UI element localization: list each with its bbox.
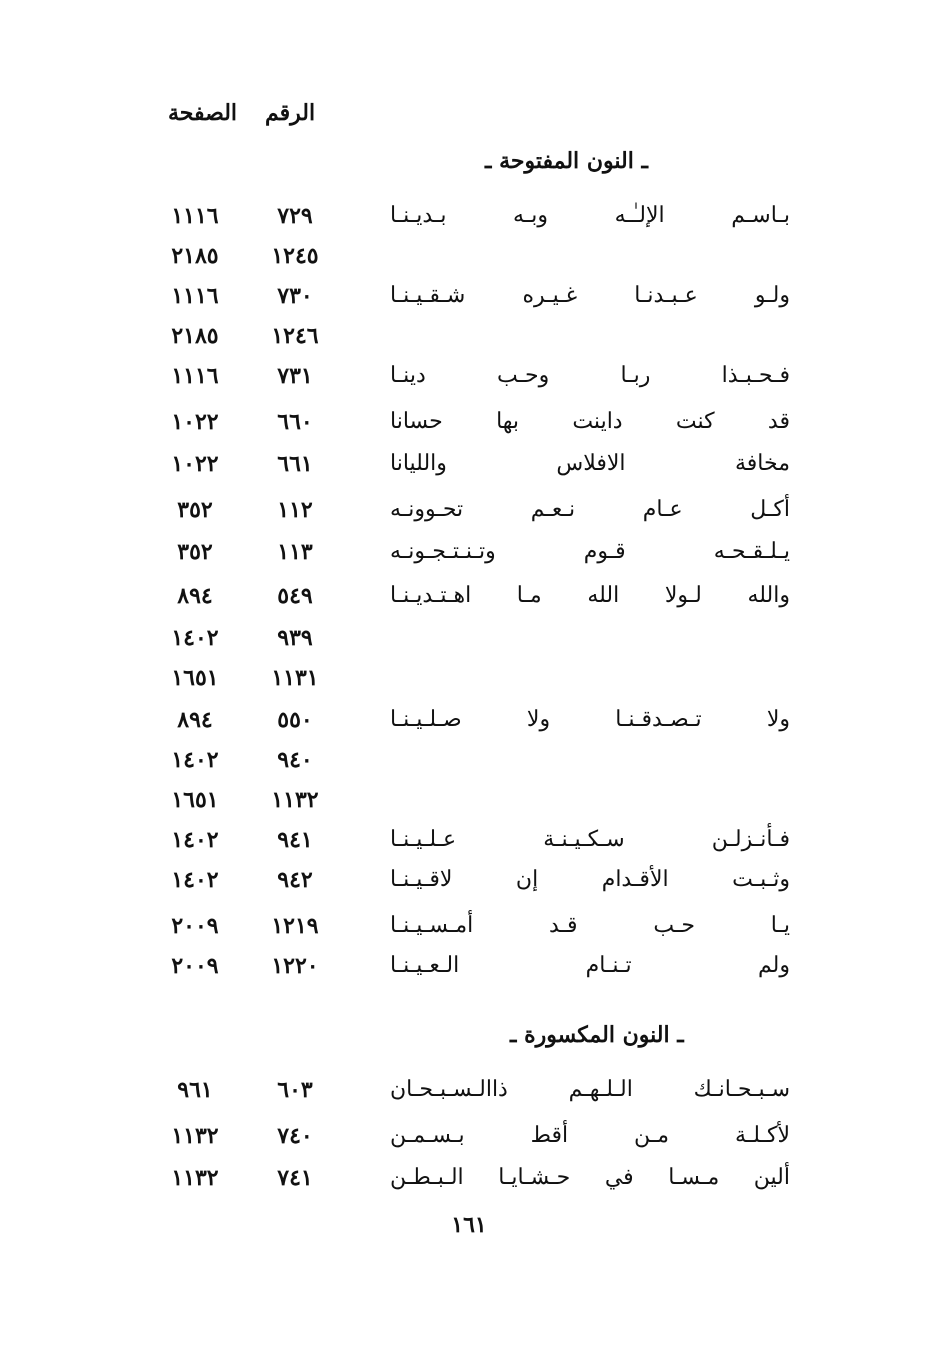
- index-row: [0, 444, 938, 484]
- verse-text: [390, 906, 790, 946]
- index-row: [0, 1116, 938, 1156]
- verse-word: الله: [587, 583, 620, 608]
- page-reference: ٢١٨٥: [171, 323, 219, 349]
- verse-word: مـا: [516, 583, 542, 608]
- verse-number: ١١٣: [277, 539, 313, 565]
- index-row: [0, 532, 938, 572]
- verse-number: ٦٠٣: [277, 1077, 313, 1103]
- verse-number: ١٢٤٦: [271, 323, 319, 349]
- verse-word: يـا: [770, 913, 790, 938]
- page-reference: ١٠٢٢: [171, 451, 219, 477]
- verse-word: حـشـايـا: [498, 1165, 571, 1190]
- page-reference: ٢١٨٥: [171, 243, 219, 269]
- verse-text: [390, 576, 790, 616]
- page-reference: ٨٩٤: [177, 707, 213, 733]
- verse-number: ١٢٤٥: [271, 243, 319, 269]
- index-row: [0, 820, 938, 860]
- page-reference: ٢٠٠٩: [171, 953, 219, 979]
- verse-text: [390, 402, 790, 442]
- index-row: [0, 740, 938, 780]
- verse-text: [390, 490, 790, 530]
- page-number: ١٦١: [451, 1212, 487, 1238]
- verse-word: لاقـيـنـا: [390, 867, 453, 892]
- verse-number: ٩٤١: [277, 827, 313, 853]
- verse-text: [390, 356, 790, 396]
- verse-text: [390, 1158, 790, 1198]
- verse-text: [390, 276, 790, 316]
- verse-word: وبـه: [513, 203, 549, 228]
- index-row: [0, 276, 938, 316]
- verse-word: ولا: [766, 707, 790, 732]
- verse-word: أكـل: [750, 497, 790, 522]
- page-reference: ١١١٦: [171, 363, 219, 389]
- verse-word: لـولا: [664, 583, 702, 608]
- verse-text: [390, 532, 790, 572]
- verse-word: في: [604, 1165, 634, 1190]
- verse-word: ألين: [753, 1165, 790, 1190]
- index-row: [0, 780, 938, 820]
- verse-word: مخافة: [735, 451, 790, 476]
- verse-word: عـام: [642, 497, 683, 522]
- verse-word: شـقـيـنـا: [390, 283, 466, 308]
- verse-number: ٧٤١: [277, 1165, 313, 1191]
- verse-text: [390, 1070, 790, 1110]
- verse-word: أمـسـيـنـا: [390, 913, 474, 938]
- verse-word: فـأنـزلـن: [711, 827, 790, 852]
- verse-text: [390, 860, 790, 900]
- verse-number: ٦٦٠: [277, 409, 313, 435]
- verse-word: الافلاس: [556, 451, 626, 476]
- verse-text: [390, 820, 790, 860]
- verse-word: عـلـيـنـا: [390, 827, 457, 852]
- verse-word: ولـو: [754, 283, 790, 308]
- index-row: [0, 946, 938, 986]
- verse-word: ولا: [526, 707, 551, 732]
- page-reference: ١١١٦: [171, 283, 219, 309]
- page-reference: ٢٠٠٩: [171, 913, 219, 939]
- verse-text: [390, 700, 790, 740]
- page-reference: ١١٣٢: [171, 1165, 219, 1191]
- verse-word: صـلـيـنـا: [390, 707, 462, 732]
- index-row: [0, 906, 938, 946]
- verse-word: سـكـيـنـة: [543, 827, 625, 852]
- section-title: ـ النون المكسورة ـ: [510, 1022, 684, 1048]
- verse-number: ٩٤٢: [277, 867, 313, 893]
- verse-word: تـنـام: [585, 953, 632, 978]
- page-reference: ١٤٠٢: [171, 747, 219, 773]
- verse-number: ٧٣٠: [277, 283, 313, 309]
- verse-number: ٦٦١: [277, 451, 313, 477]
- verse-word: ربـا: [620, 363, 651, 388]
- verse-word: الـلـهـم: [568, 1077, 633, 1102]
- verse-word: بـاسـم: [731, 203, 790, 228]
- index-row: [0, 1158, 938, 1198]
- verse-word: يـلـقـحـه: [713, 539, 790, 564]
- verse-text: [390, 1116, 790, 1156]
- index-row: [0, 700, 938, 740]
- verse-word: إن: [515, 867, 539, 892]
- verse-number: ٩٣٩: [277, 625, 313, 651]
- column-header-page: الصفحة: [168, 100, 238, 126]
- index-row: [0, 236, 938, 276]
- verse-word: الإلـٰـه: [614, 203, 665, 228]
- verse-number: ١١٣١: [271, 665, 319, 691]
- page-reference: ١٦٥١: [171, 665, 219, 691]
- page-reference: ٨٩٤: [177, 583, 213, 609]
- page-reference: ١٦٥١: [171, 787, 219, 813]
- verse-word: غـيـره: [522, 283, 578, 308]
- index-row: [0, 356, 938, 396]
- verse-word: نـعـم: [530, 497, 576, 522]
- verse-word: سـبـحـانـك: [693, 1077, 790, 1102]
- verse-word: بـديـنـا: [390, 203, 447, 228]
- verse-word: حسانا: [390, 409, 443, 434]
- page-reference: ١٤٠٢: [171, 625, 219, 651]
- verse-number: ١٢٢٠: [271, 953, 319, 979]
- verse-word: قد: [767, 409, 790, 434]
- page-reference: ٣٥٢: [177, 539, 213, 565]
- index-row: [0, 576, 938, 616]
- verse-word: فـحـبـذا: [721, 363, 790, 388]
- page-reference: ١١١٦: [171, 203, 219, 229]
- page-reference: ١٠٢٢: [171, 409, 219, 435]
- index-row: [0, 1070, 938, 1110]
- verse-word: عـبـدنـا: [634, 283, 698, 308]
- verse-word: دينـا: [390, 363, 426, 388]
- verse-word: والليانا: [390, 451, 447, 476]
- verse-text: [390, 444, 790, 484]
- verse-word: بـسـمـن: [390, 1123, 465, 1148]
- index-row: [0, 402, 938, 442]
- section-title: ـ النون المفتوحة ـ: [485, 148, 648, 174]
- verse-text: [390, 196, 790, 236]
- verse-word: وحـب: [496, 363, 550, 388]
- verse-word: لأكـلـة: [735, 1123, 790, 1148]
- verse-word: والله: [747, 583, 790, 608]
- verse-number: ٩٤٠: [277, 747, 313, 773]
- verse-word: كنت: [675, 409, 715, 434]
- verse-number: ١٢١٩: [271, 913, 319, 939]
- verse-word: مـن: [634, 1123, 670, 1148]
- verse-number: ١١٢: [277, 497, 313, 523]
- index-row: [0, 860, 938, 900]
- page-reference: ١٤٠٢: [171, 827, 219, 853]
- verse-word: حـب: [653, 913, 695, 938]
- verse-word: بها: [496, 409, 520, 434]
- verse-word: اهـتـديـنـا: [390, 583, 472, 608]
- verse-word: الأقـدام: [601, 867, 669, 892]
- verse-word: وتـنـتـجـونـه: [390, 539, 496, 564]
- verse-number: ٧٢٩: [277, 203, 313, 229]
- verse-word: قـوم: [583, 539, 626, 564]
- verse-word: وثـبـت: [732, 867, 790, 892]
- index-row: [0, 316, 938, 356]
- verse-word: الـبـطـن: [390, 1165, 464, 1190]
- page-reference: ١١٣٢: [171, 1123, 219, 1149]
- index-row: [0, 658, 938, 698]
- verse-number: ٥٤٩: [277, 583, 313, 609]
- verse-word: قـد: [549, 913, 578, 938]
- verse-number: ١١٣٢: [271, 787, 319, 813]
- index-row: [0, 490, 938, 530]
- page-reference: ٣٥٢: [177, 497, 213, 523]
- verse-word: تحـوونـه: [390, 497, 464, 522]
- verse-number: ٧٤٠: [277, 1123, 313, 1149]
- verse-number: ٧٣١: [277, 363, 313, 389]
- verse-word: مـسـا: [668, 1165, 720, 1190]
- index-row: [0, 196, 938, 236]
- verse-word: تـصـدقـنـا: [615, 707, 702, 732]
- verse-word: أقط: [530, 1123, 569, 1148]
- verse-word: ذاالـسـبـحـان: [390, 1077, 508, 1102]
- page-reference: ١٤٠٢: [171, 867, 219, 893]
- verse-word: الـعـيـنـا: [390, 953, 460, 978]
- verse-number: ٥٥٠: [277, 707, 313, 733]
- verse-word: ولم: [758, 953, 790, 978]
- index-row: [0, 618, 938, 658]
- column-header-ref: الرقم: [265, 100, 316, 126]
- verse-text: [390, 946, 790, 986]
- page-reference: ٩٦١: [177, 1077, 213, 1103]
- verse-word: داينت: [572, 409, 623, 434]
